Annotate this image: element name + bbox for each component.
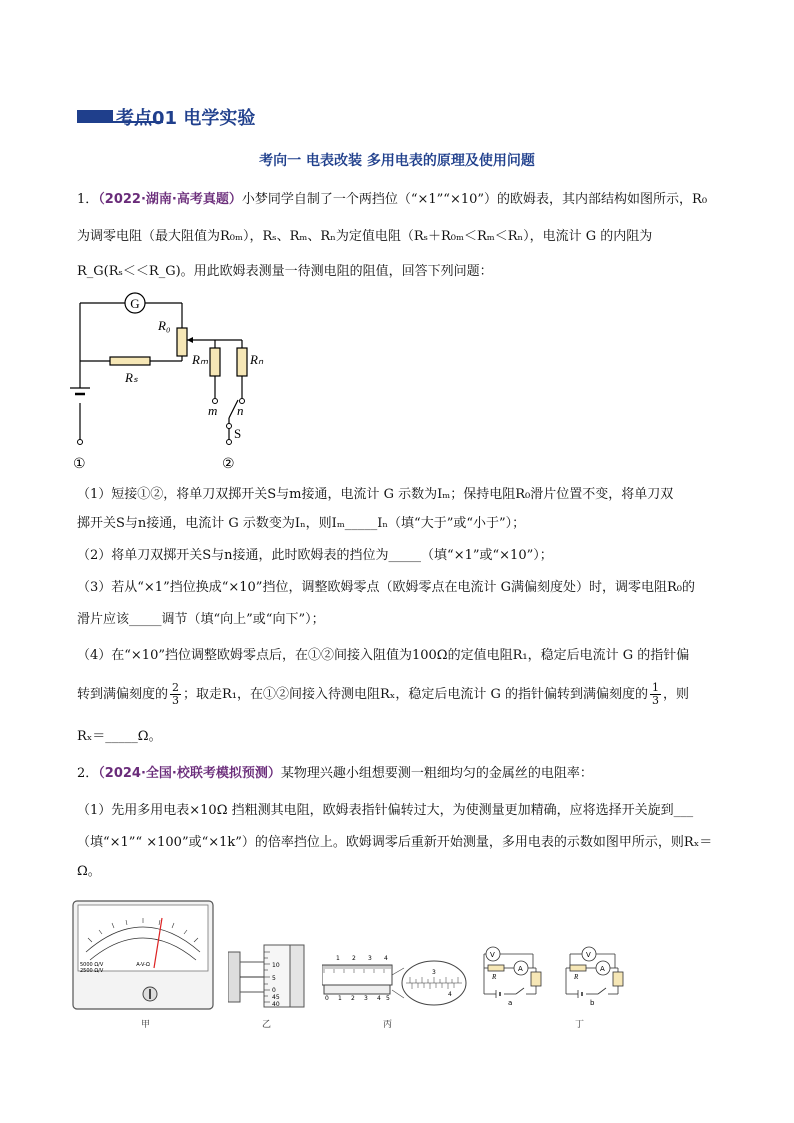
- circuit-a-label: a: [508, 999, 513, 1007]
- q1-part4-b: [77, 682, 689, 707]
- multimeter-figure: [72, 900, 218, 1012]
- label-Rm: Rₘ: [192, 352, 209, 367]
- meter-label-2: 2500 Ω/V: [80, 968, 104, 974]
- q1-part4-b-pre: 转到满偏刻度的: [77, 686, 169, 702]
- circuit-b-figure: [560, 942, 640, 1007]
- resistor-R0: [177, 328, 187, 356]
- q1-source: （2022·湖南·高考真题）: [98, 192, 242, 207]
- q1-part4-a: （4）在“×10”挡位调整欧姆零点后，在①②间接入阻值为100Ω的定值电阻R₁，稳定后电流计 G 的指针偏: [77, 648, 690, 663]
- circuit-a-ammeter: A: [518, 965, 523, 973]
- fraction1-numerator: 2: [172, 681, 180, 694]
- label-S: S: [234, 426, 242, 441]
- circuit-b-label: b: [590, 999, 595, 1007]
- mic-label-45: 45: [272, 994, 280, 1001]
- q1-line3: R_G(Rₛ＜＜R_G)。用此欧姆表测量一待测电阻的阻值，回答下列问题：: [77, 264, 493, 279]
- topic-title: 考向一 电表改装 多用电表的原理及使用问题: [259, 153, 535, 169]
- terminal-1: ①: [73, 456, 86, 472]
- q1-line1: [77, 190, 707, 210]
- ruler-top-3: 3: [368, 955, 372, 962]
- ruler-top-4: 4: [384, 955, 388, 962]
- circuit-a-voltmeter: V: [490, 951, 495, 959]
- ruler-tick-4: 4: [377, 995, 381, 1002]
- q2-line1: [77, 764, 593, 784]
- q1-part1-b: 掷开关S与n接通，电流计 G 示数变为Iₙ，则Iₘ_____Iₙ（填“大于”或“小于”）；: [77, 516, 526, 531]
- caption-ding: 丁: [575, 1020, 585, 1030]
- q2-part1-b: （填“×1”“ ×100”或“×1k”）的倍率挡位上。欧姆调零后重新开始测量，多用电表的示数如图甲所示，则Rₓ＝: [77, 835, 713, 850]
- q2-part1-a: （1）先用多用电表×10Ω 挡粗测其电阻，欧姆表指针偏转过大，为使测量更加精确，应将选择开关旋到___: [77, 803, 694, 818]
- ruler-top-1: 1: [336, 955, 340, 962]
- q2-number: 2．: [77, 766, 99, 781]
- ruler-tick-5: 5: [386, 995, 390, 1002]
- zoom-label-3: 3: [432, 969, 436, 976]
- meter-label-mid: A-V-Ω: [136, 962, 150, 968]
- q2-part1-c: Ω。: [77, 864, 101, 879]
- circuit-a-figure: [478, 942, 558, 1007]
- caption-yi: 乙: [262, 1020, 272, 1030]
- q1-part4-c: Rₓ＝_____Ω。: [77, 729, 162, 744]
- fraction2-numerator: 1: [651, 681, 659, 694]
- circuit-b-voltmeter: V: [586, 951, 591, 959]
- fraction1-denominator: 3: [172, 694, 180, 707]
- circuit-b-ammeter: A: [600, 965, 605, 973]
- circuit-a-resistor: R: [492, 973, 497, 981]
- fraction-two-thirds: [170, 682, 181, 707]
- ruler-body: [322, 965, 392, 985]
- ruler-figure: [322, 950, 472, 1015]
- caption-jia: 甲: [141, 1020, 151, 1030]
- q2-text-1: 某物理兴趣小组想要测一粗细均匀的金属丝的电阻率：: [280, 766, 593, 781]
- label-Rn: Rₙ: [250, 352, 264, 367]
- ruler-top-2: 2: [352, 955, 356, 962]
- galvanometer-label: G: [130, 296, 140, 311]
- q1-part4-b-end: ，则: [662, 686, 689, 702]
- q2-source: （2024·全国·校联考模拟预测）: [98, 766, 281, 781]
- micrometer-figure: [228, 940, 308, 1010]
- label-m: m: [208, 403, 218, 418]
- ruler-tick-2: 2: [351, 995, 355, 1002]
- resistor-Rm: [210, 348, 220, 376]
- resistor-Rs: [110, 357, 150, 365]
- fraction2-denominator: 3: [651, 694, 659, 707]
- section-title: 考点01 电学实验: [116, 108, 256, 129]
- circuit-b-resistor: R: [574, 973, 579, 981]
- q1-part3-a: （3）若从“×1”挡位换成“×10”挡位，调整欧姆零点（欧姆零点在电流计 G满偏刻度处）时，调零电阻R₀的: [77, 580, 695, 595]
- meter-label-1: 5000 Ω/V: [80, 962, 104, 968]
- ruler-tick-3: 3: [364, 995, 368, 1002]
- mic-label-10: 10: [272, 962, 280, 969]
- ruler-tick-0: 0: [325, 995, 329, 1002]
- label-R0: R₀: [158, 318, 171, 333]
- terminal-2: ②: [222, 456, 235, 472]
- q1-part1-a: （1）短接①②，将单刀双掷开关S与m接通，电流计 G 示数为Iₘ；保持电阻R₀滑片位置不变，将单刀双: [77, 487, 674, 502]
- mic-label-0: 0: [272, 987, 276, 994]
- q1-part3-b: 滑片应该_____调节（填“向上”或“向下”）；: [77, 612, 325, 627]
- zoom-label-4: 4: [448, 991, 452, 998]
- resistor-Rn: [237, 348, 247, 376]
- ohmmeter-circuit-diagram: [70, 288, 280, 473]
- q1-line2: 为调零电阻（最大阻值为R₀ₘ），Rₛ、Rₘ、Rₙ为定值电阻（Rₛ＋R₀ₘ＜Rₘ＜Rₙ），电流计 G 的内阻为: [77, 229, 653, 244]
- q1-text-1: 小梦同学自制了一个两挡位（“×1”“×10”）的欧姆表，其内部结构如图所示，R₀: [241, 192, 708, 207]
- mic-label-40: 40: [272, 1001, 280, 1008]
- q1-number: 1．: [77, 192, 99, 207]
- caption-bing: 丙: [383, 1020, 393, 1030]
- mic-label-5: 5: [272, 975, 276, 982]
- label-n: n: [237, 403, 244, 418]
- label-Rs: Rₛ: [125, 370, 138, 385]
- ruler-tick-1: 1: [338, 995, 342, 1002]
- q1-part2: （2）将单刀双掷开关S与n接通，此时欧姆表的挡位为_____（填“×1”或“×10”）；: [77, 548, 553, 563]
- q1-part4-b-mid: ；取走R₁，在①②间接入待测电阻Rₓ，稳定后电流计 G 的指针偏转到满偏刻度的: [183, 686, 648, 702]
- fraction-one-third: [650, 682, 661, 707]
